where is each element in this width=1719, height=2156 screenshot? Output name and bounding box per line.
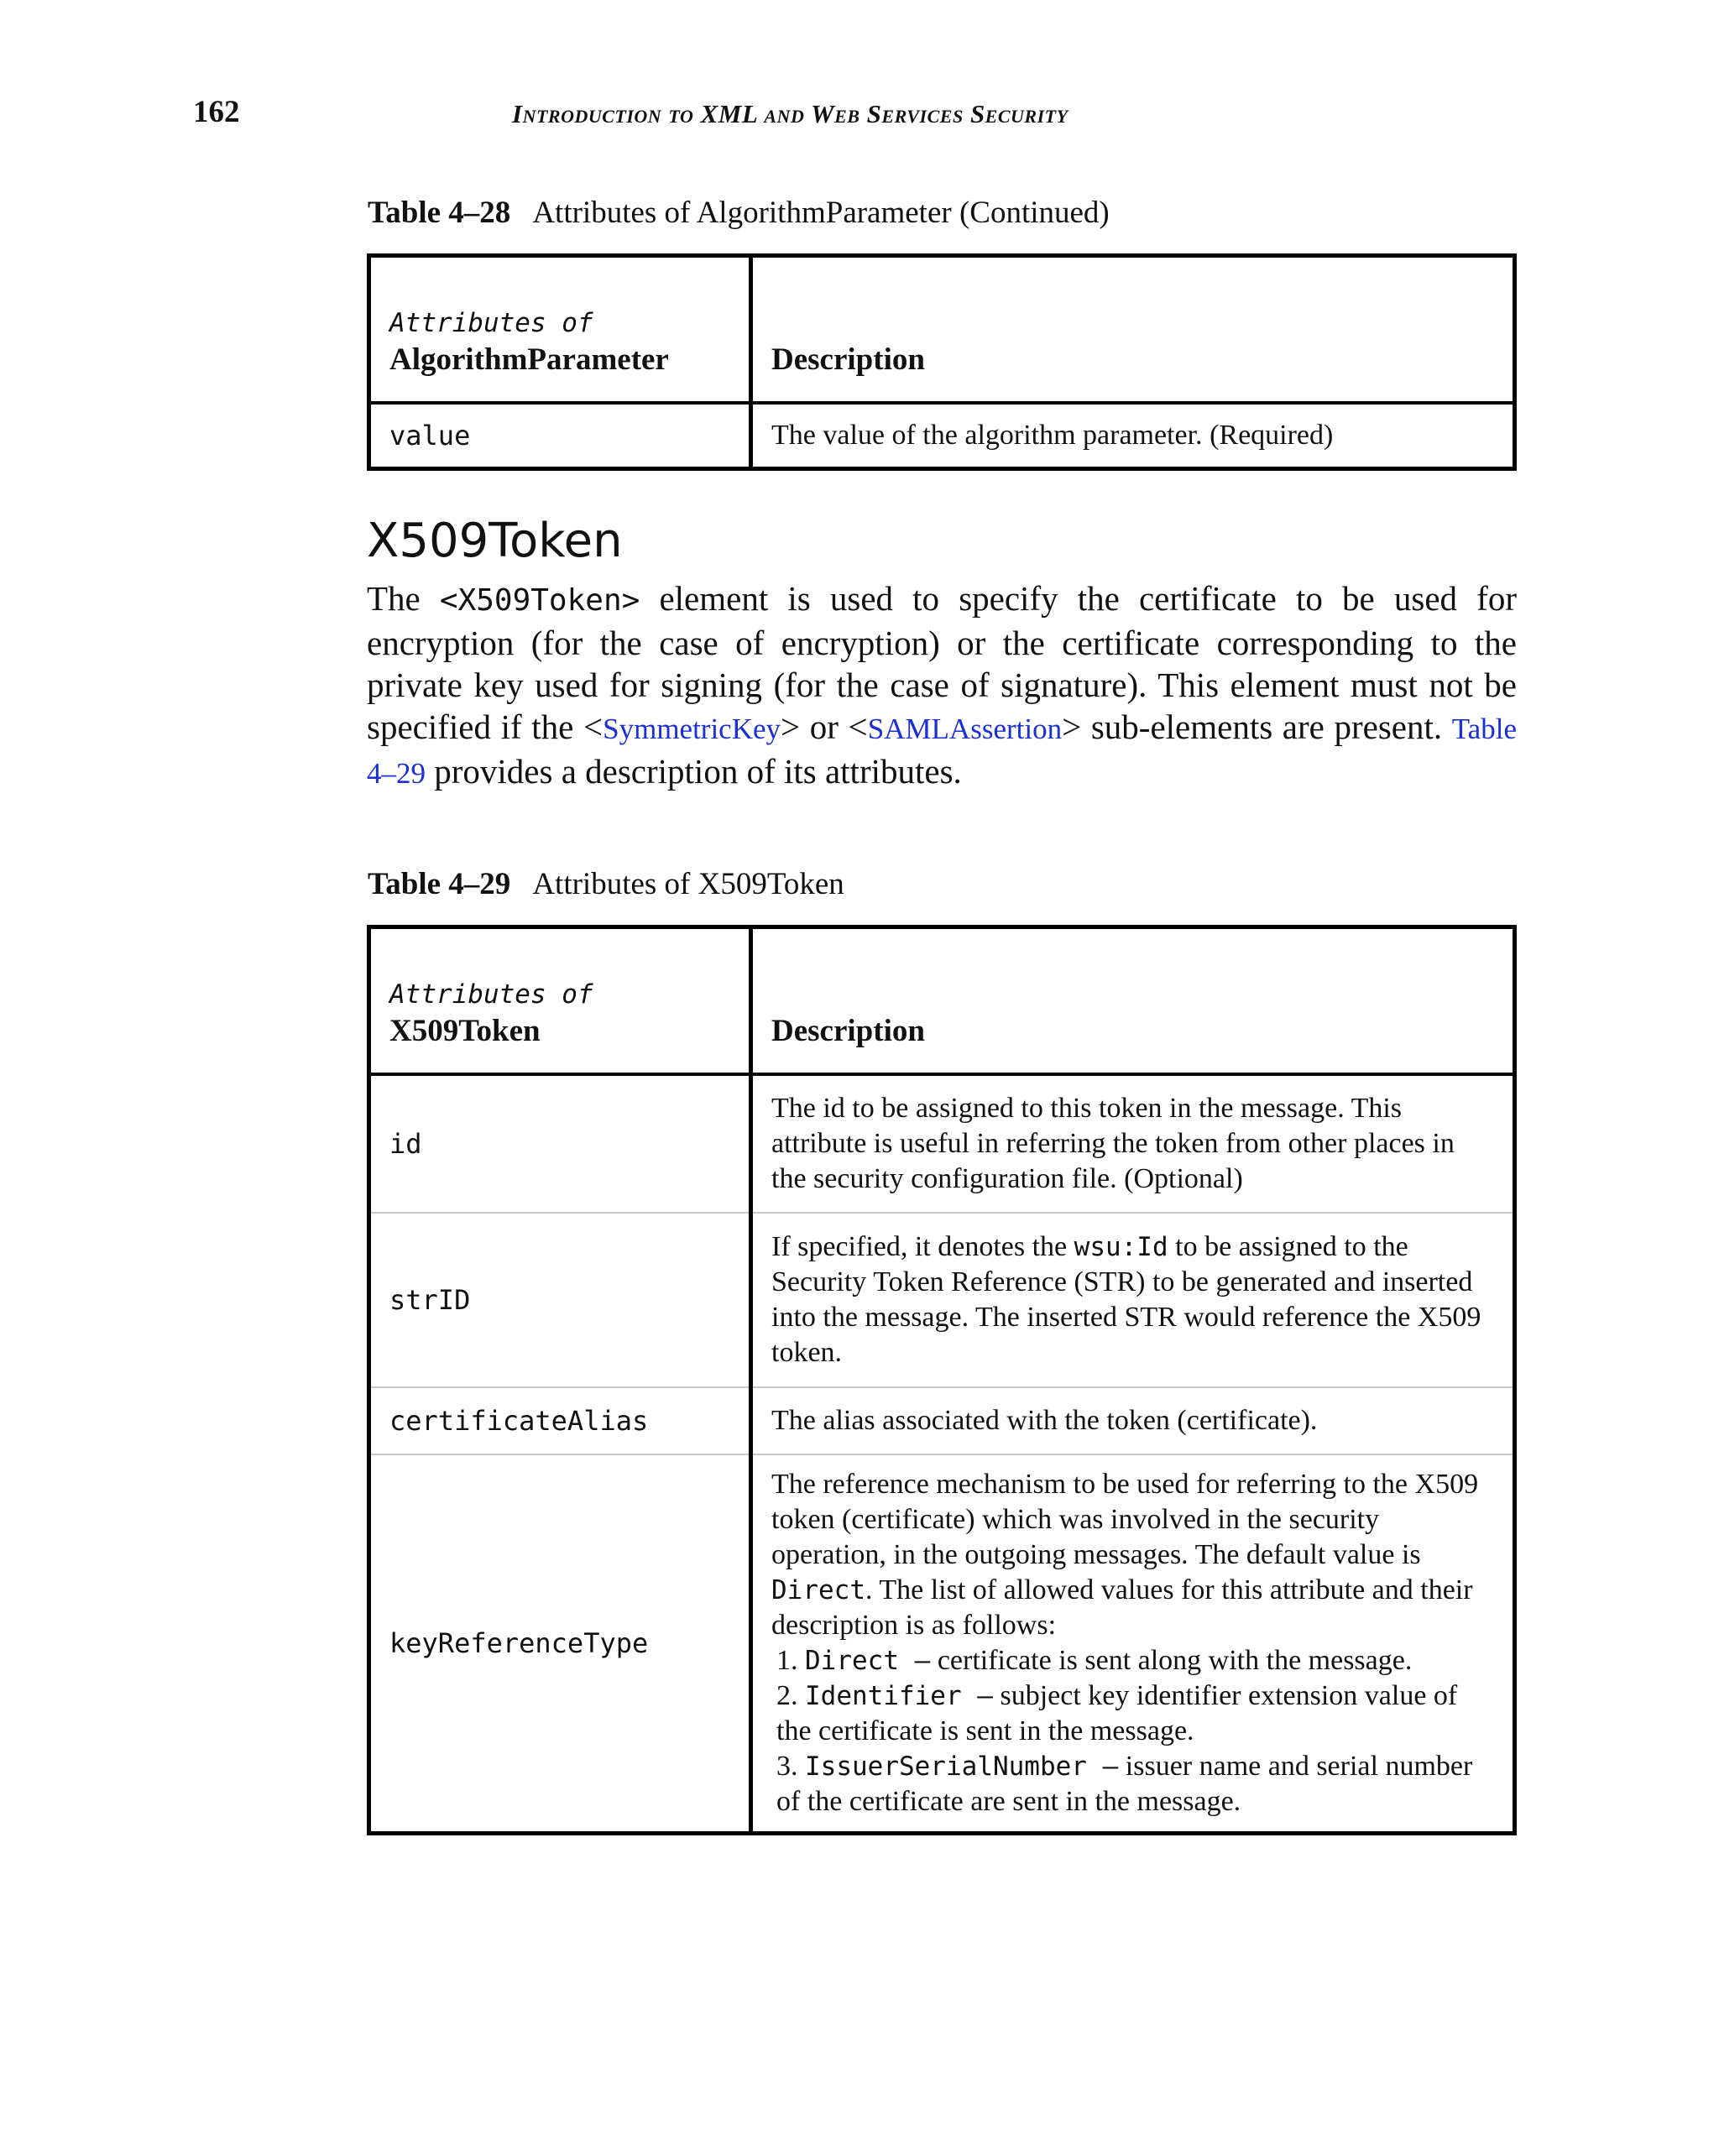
- attribute-name: value: [369, 403, 751, 468]
- section-title: X509Token: [367, 514, 623, 568]
- attribute-description: The id to be assigned to this token in the message. This attribute is useful in referring the token from other places in the security configuration file. (Optional): [771, 1093, 1455, 1194]
- table-label: Table 4–28: [368, 196, 511, 230]
- table-4-29-link[interactable]: Table 4–29: [367, 713, 1517, 790]
- column-header-attribute: Attributes of X509Token: [369, 927, 751, 1075]
- table-caption-text: Attributes of AlgorithmParameter (Continued): [532, 196, 1110, 230]
- section-paragraph: The <X509Token> element is used to specify the certificate to be used for encryption (for the case of encryption) or the certificate corresponding to the private key used for signing (for the case of signature). This element must not be specified if the <SymmetricKey> or <SAMLAssertion> sub-elements are present. Table 4–29 provides a description of its attributes.: [367, 579, 1517, 791]
- table-row: [369, 1213, 1515, 1387]
- attribute-name: certificateAlias: [369, 1387, 751, 1454]
- column-header-description: Description: [751, 256, 1515, 404]
- attribute-description: The value of the algorithm parameter. (Required): [771, 419, 1334, 451]
- list-item: 1. Direct – certificate is sent along with the message.: [776, 1645, 1413, 1676]
- x509token-table: [367, 925, 1517, 1835]
- table-row: [369, 403, 1515, 468]
- attribute-name: id: [369, 1074, 751, 1213]
- column-header-description: Description: [751, 927, 1515, 1075]
- list-item: 3. IssuerSerialNumber – issuer name and serial number of the certificate are sent in the message.: [776, 1751, 1473, 1817]
- attribute-description: The reference mechanism to be used for referring to the X509 token (certificate) which was involved in the security operation, in the outgoing messages. The default value is Direct. The list of allowed values for this attribute and their description is as follows: 1. Direct – certificate is sent along with the message. 2. Identifier – subject key identifier extension value of the certificate is sent in the message. 3. IssuerSerialNumber – issuer name and serial number of the certificate are sent in the message.: [751, 1454, 1515, 1834]
- saml-assertion-link[interactable]: SAMLAssertion: [867, 713, 1063, 745]
- table-caption: [368, 195, 1110, 231]
- table-caption: [368, 866, 844, 902]
- attribute-name: strID: [369, 1213, 751, 1387]
- attribute-description: If specified, it denotes the wsu:Id to be assigned to the Security Token Reference (STR) to be generated and inserted into the message. The inserted STR would reference the X509 token.: [751, 1213, 1515, 1387]
- running-head: Introduction to XML and Web Services Security: [512, 99, 1068, 128]
- table-label: Table 4–29: [368, 867, 511, 901]
- symmetric-key-link[interactable]: SymmetricKey: [603, 713, 781, 745]
- algorithm-parameter-table: [367, 253, 1517, 471]
- table-row: [369, 1387, 1515, 1454]
- table-row: [369, 1454, 1515, 1834]
- table-caption-text: Attributes of X509Token: [532, 867, 844, 901]
- attribute-description: The alias associated with the token (certificate).: [751, 1387, 1515, 1454]
- column-header-attribute: Attributes of AlgorithmParameter: [369, 256, 751, 404]
- list-item: 2. Identifier – subject key identifier extension value of the certificate is sent in the message.: [776, 1680, 1458, 1746]
- page-number: 162: [193, 95, 240, 129]
- table-row: [369, 1074, 1515, 1213]
- attribute-name: keyReferenceType: [369, 1454, 751, 1834]
